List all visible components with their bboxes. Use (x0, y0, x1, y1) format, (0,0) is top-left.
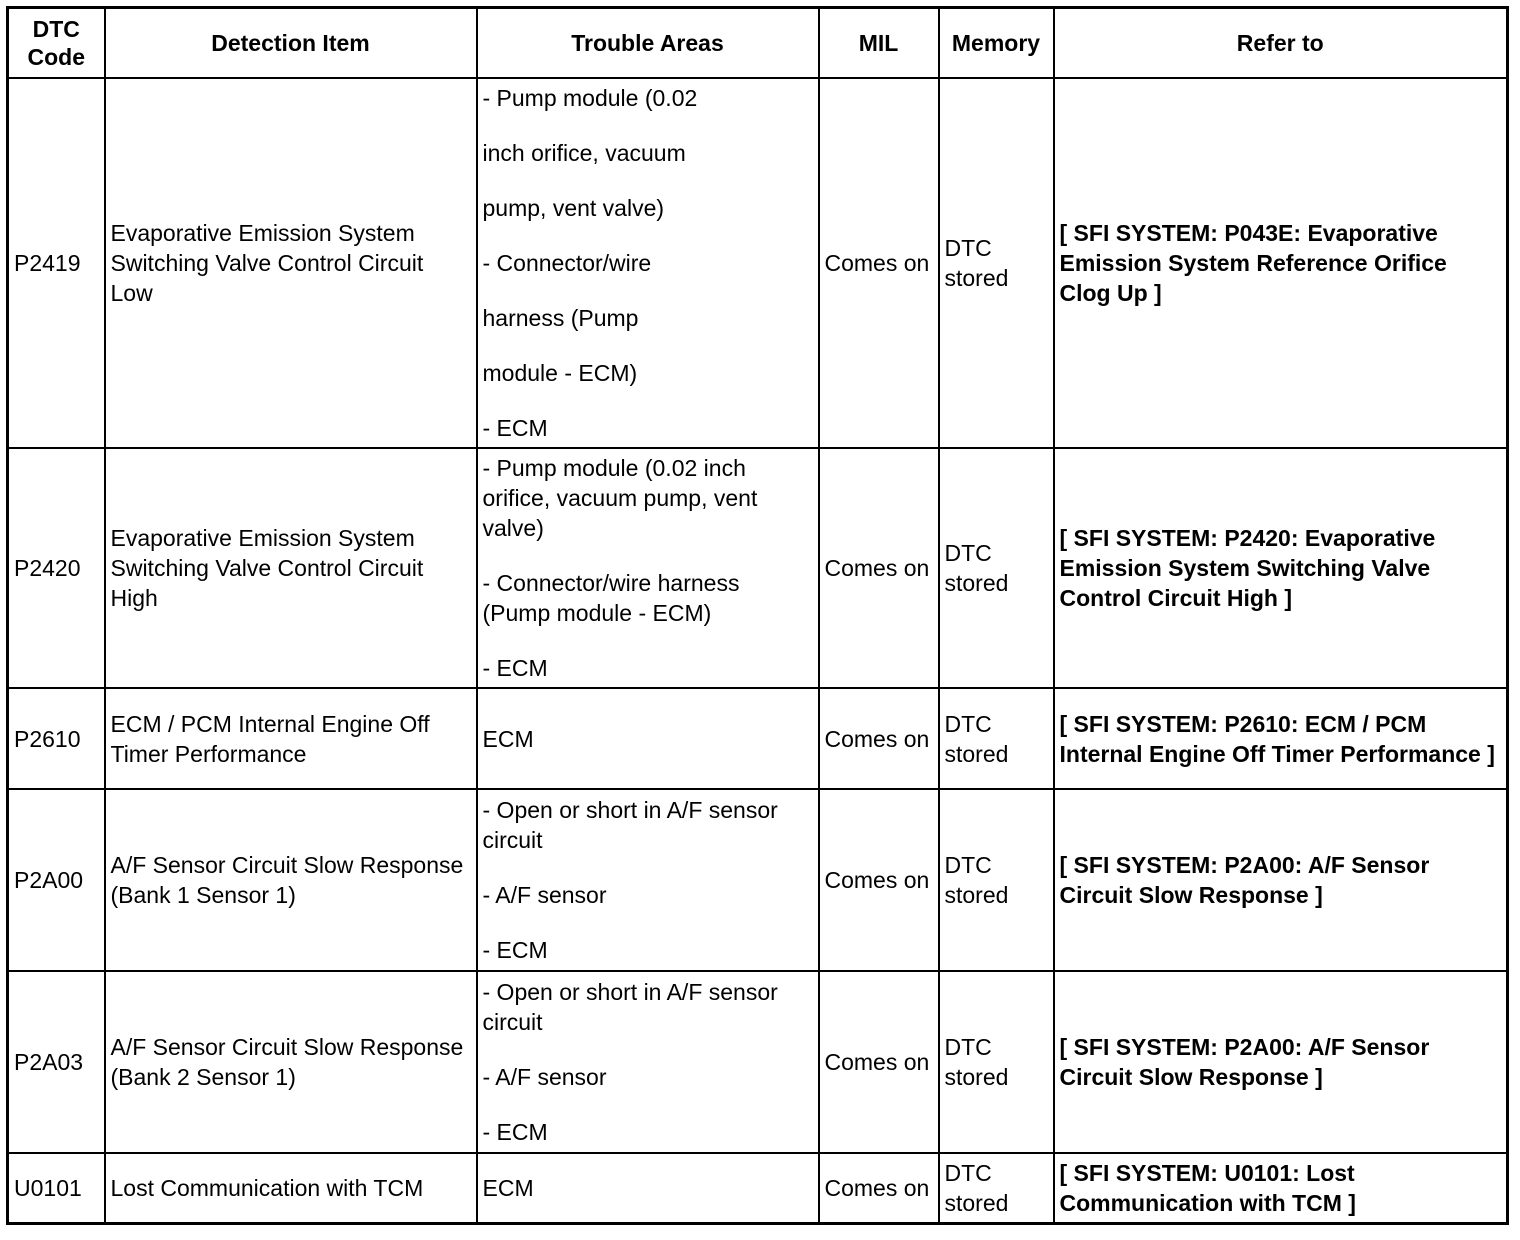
trouble-area-line: - ECM (482, 1119, 548, 1145)
trouble-area-line: - Connector/wire (482, 250, 652, 276)
memory-cell: DTC stored (939, 78, 1054, 448)
trouble-areas-cell (477, 78, 819, 448)
trouble-areas-cell (477, 1153, 819, 1223)
detection-item-cell: A/F Sensor Circuit Slow Response (Bank 2 Sensor 1) (105, 971, 477, 1153)
memory-cell: DTC stored (939, 448, 1054, 688)
trouble-area-line: - ECM (482, 415, 548, 441)
dtc-code-cell: P2419 (8, 78, 105, 448)
trouble-areas-cell (477, 448, 819, 688)
table-row (8, 448, 1508, 688)
trouble-area-line: ECM (482, 1174, 534, 1201)
refer-to-cell: [ SFI SYSTEM: P043E: Evaporative Emission System Reference Orifice Clog Up ] (1054, 78, 1508, 448)
detection-item-cell: Evaporative Emission System Switching Valve Control Circuit Low (105, 78, 477, 448)
header-refer-to: Refer to (1054, 8, 1508, 79)
mil-cell: Comes on (819, 789, 939, 971)
detection-item-cell: Lost Communication with TCM (105, 1153, 477, 1223)
header-row (8, 8, 1508, 79)
trouble-area-line: - Open or short in A/F sensor circuit (482, 797, 778, 853)
trouble-area-line: - A/F sensor (482, 882, 607, 908)
mil-cell: Comes on (819, 688, 939, 789)
trouble-area-line: - Connector/wire harness (Pump module - ECM) (482, 570, 740, 626)
trouble-area-line: - ECM (482, 937, 548, 963)
table-row (8, 78, 1508, 448)
refer-to-cell: [ SFI SYSTEM: P2A00: A/F Sensor Circuit Slow Response ] (1054, 971, 1508, 1153)
table-row (8, 789, 1508, 971)
memory-cell: DTC stored (939, 789, 1054, 971)
trouble-area-line: - Open or short in A/F sensor circuit (482, 979, 778, 1035)
detection-item-cell: A/F Sensor Circuit Slow Response (Bank 1 Sensor 1) (105, 789, 477, 971)
trouble-areas-cell (477, 688, 819, 789)
table-row (8, 971, 1508, 1153)
header-trouble-areas: Trouble Areas (477, 8, 819, 79)
refer-to-cell: [ SFI SYSTEM: P2A00: A/F Sensor Circuit Slow Response ] (1054, 789, 1508, 971)
trouble-areas-cell (477, 789, 819, 971)
trouble-area-line: - Pump module (0.02 (482, 85, 698, 111)
trouble-area-line: - Pump module (0.02 inch orifice, vacuum pump, vent valve) (482, 455, 758, 541)
mil-cell: Comes on (819, 971, 939, 1153)
table-row (8, 688, 1508, 789)
trouble-area-line: - A/F sensor (482, 1064, 607, 1090)
memory-cell: DTC stored (939, 688, 1054, 789)
refer-to-cell: [ SFI SYSTEM: P2420: Evaporative Emission System Switching Valve Control Circuit High ] (1054, 448, 1508, 688)
header-detection-item: Detection Item (105, 8, 477, 79)
mil-cell: Comes on (819, 78, 939, 448)
mil-cell: Comes on (819, 448, 939, 688)
dtc-code-cell: U0101 (8, 1153, 105, 1223)
table-row (8, 1153, 1508, 1223)
trouble-area-line: pump, vent valve) (482, 195, 665, 221)
trouble-area-line: - ECM (482, 655, 548, 681)
refer-to-cell: [ SFI SYSTEM: P2610: ECM / PCM Internal Engine Off Timer Performance ] (1054, 688, 1508, 789)
trouble-area-line: harness (Pump (482, 305, 639, 331)
dtc-code-cell: P2610 (8, 688, 105, 789)
trouble-area-line: inch orifice, vacuum (482, 140, 686, 166)
detection-item-cell: Evaporative Emission System Switching Valve Control Circuit High (105, 448, 477, 688)
dtc-code-cell: P2A00 (8, 789, 105, 971)
dtc-code-cell: P2420 (8, 448, 105, 688)
detection-item-cell: ECM / PCM Internal Engine Off Timer Performance (105, 688, 477, 789)
dtc-table (6, 6, 1509, 1225)
header-memory: Memory (939, 8, 1054, 79)
header-mil: MIL (819, 8, 939, 79)
mil-cell: Comes on (819, 1153, 939, 1223)
trouble-area-line: module - ECM) (482, 360, 638, 386)
memory-cell: DTC stored (939, 1153, 1054, 1223)
refer-to-cell: [ SFI SYSTEM: U0101: Lost Communication with TCM ] (1054, 1153, 1508, 1223)
trouble-areas-cell (477, 971, 819, 1153)
dtc-code-cell: P2A03 (8, 971, 105, 1153)
header-dtc-code: DTC Code (8, 8, 105, 79)
trouble-area-line: ECM (482, 725, 534, 752)
memory-cell: DTC stored (939, 971, 1054, 1153)
